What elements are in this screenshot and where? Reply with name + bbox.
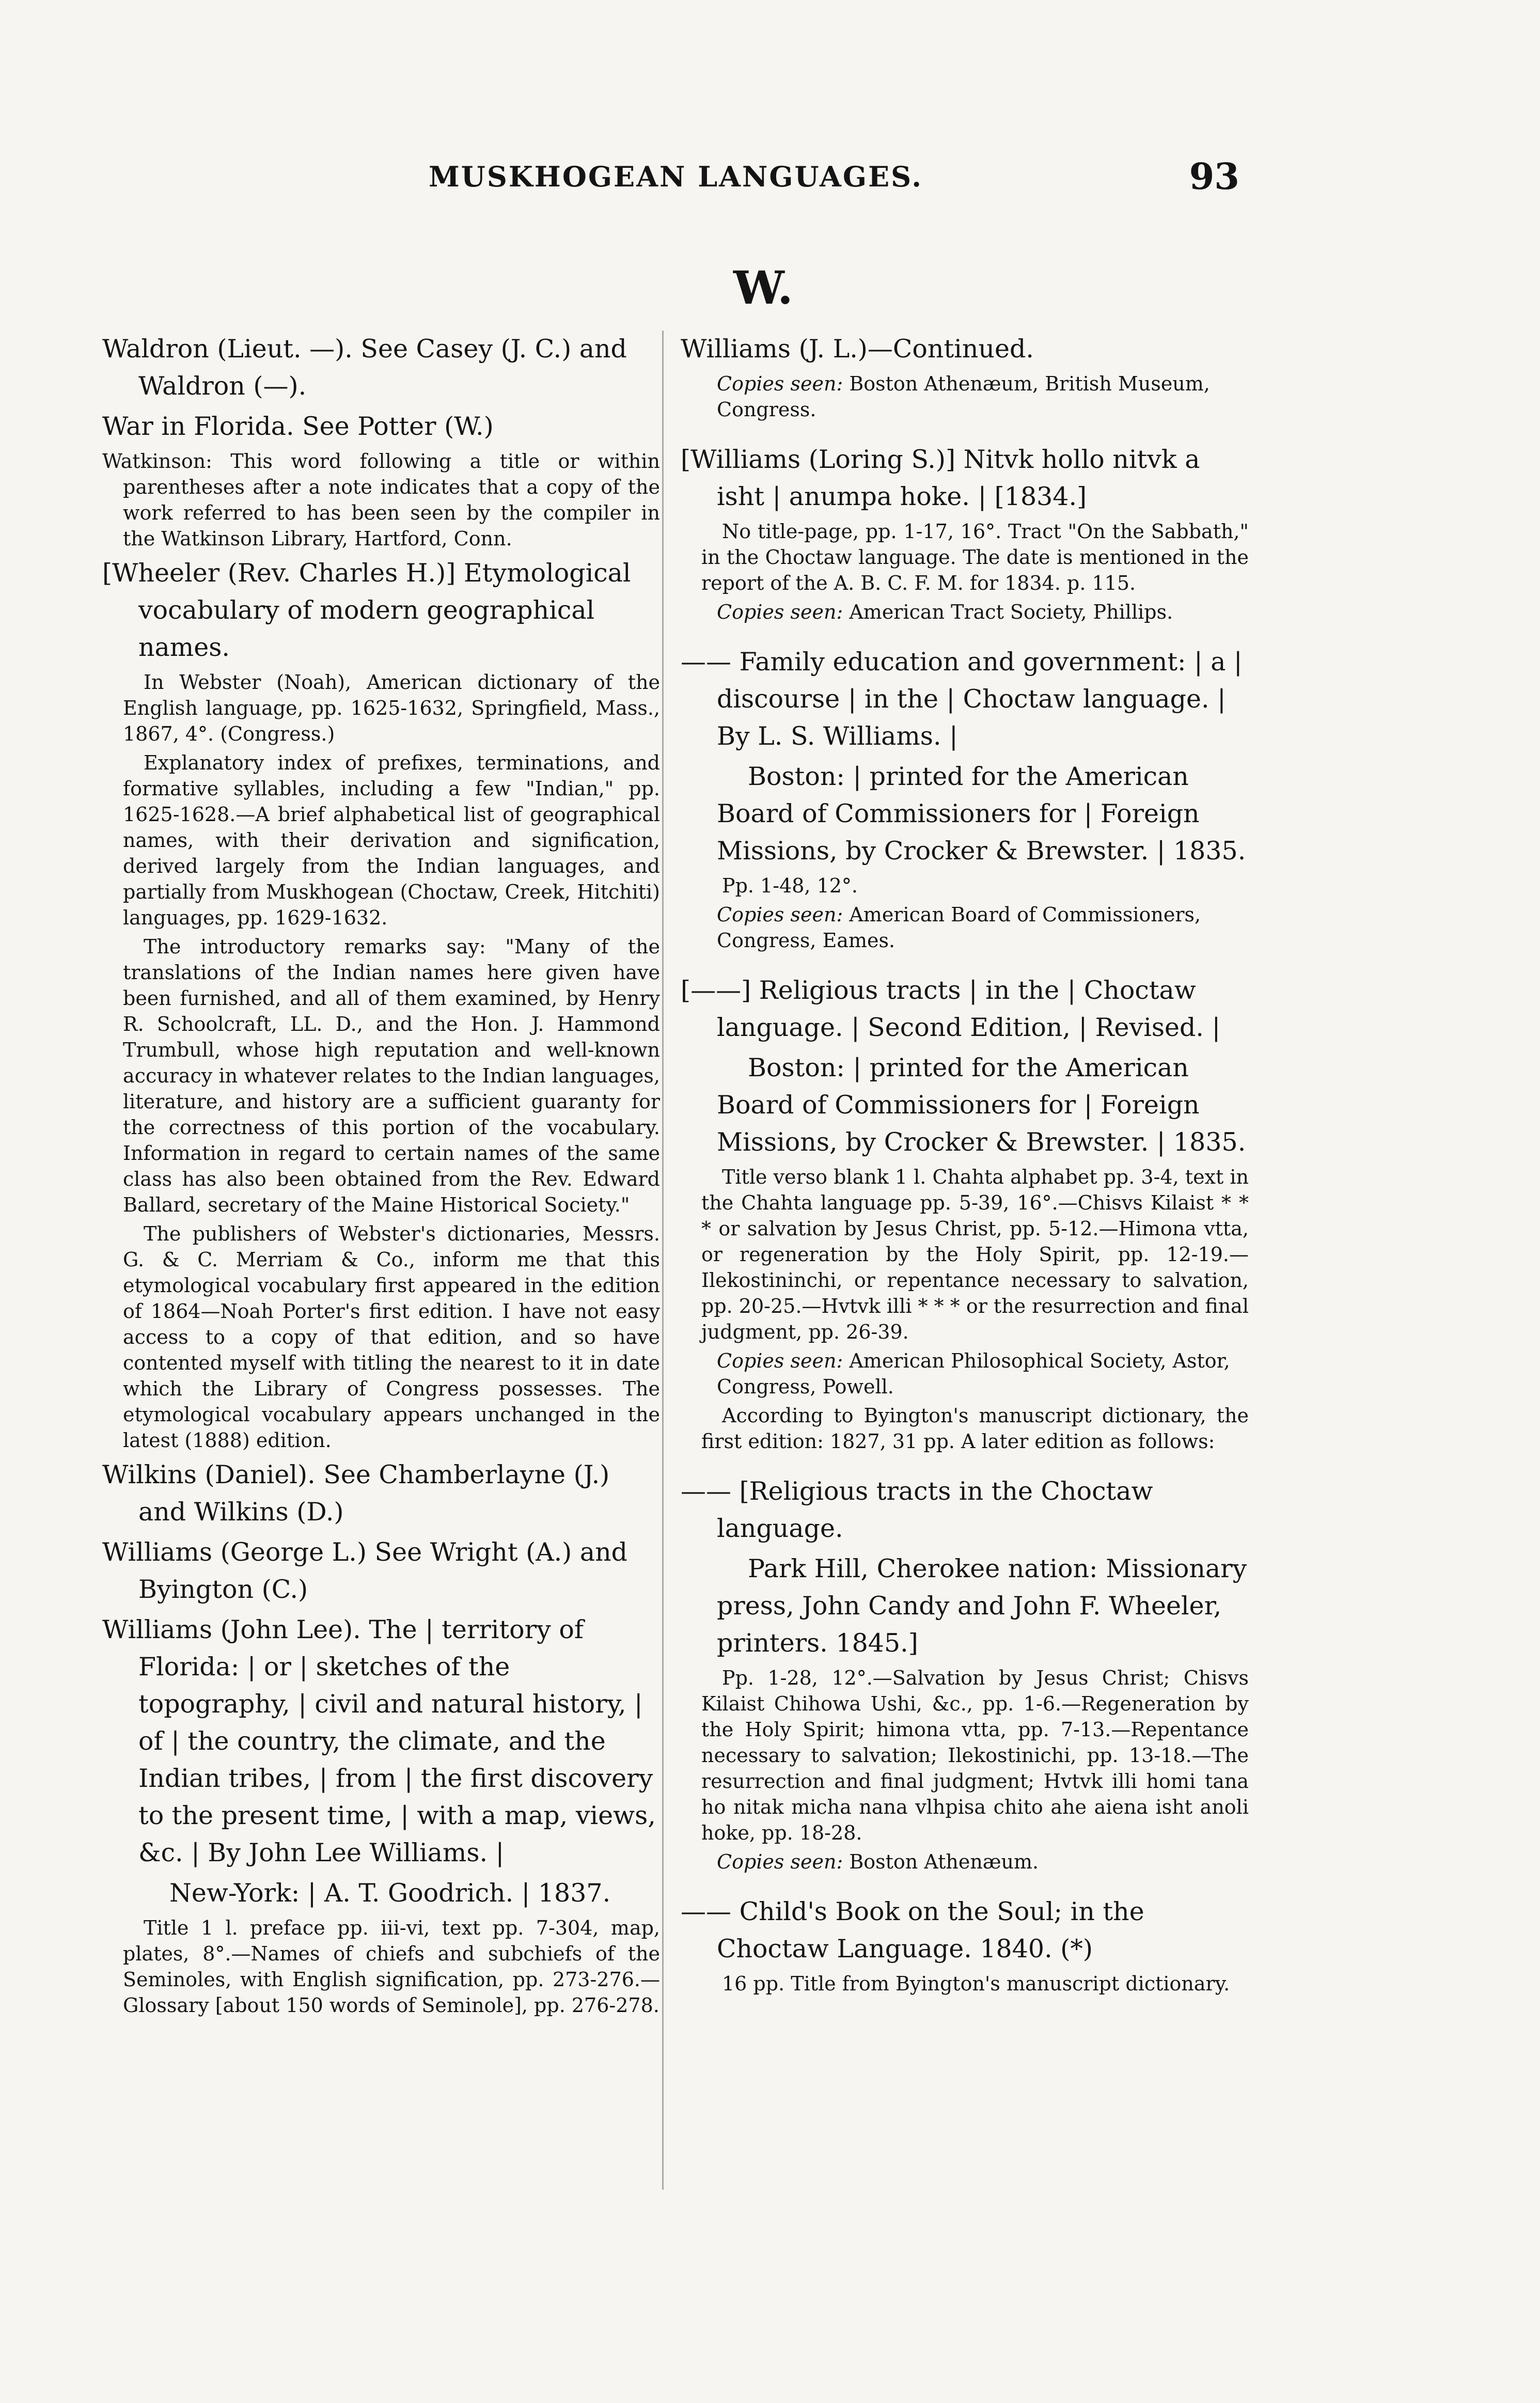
entry-imprint: Boston: | printed for the American Board of Commissioners for | Foreign Missions, by Crocker & Brewster. | 1835. (717, 1053, 1246, 1157)
copies-seen-text: Boston Athenæum. (849, 1850, 1039, 1873)
running-head (413, 155, 1239, 196)
column-divider (662, 331, 664, 2190)
entry-imprint: New-York: | A. T. Goodrich. | 1837. (169, 1878, 611, 1908)
copies-seen-label: Copies seen: (717, 903, 850, 926)
copies-seen-text: American Tract Society, Phillips. (849, 601, 1173, 623)
copies-seen (681, 1849, 1249, 1875)
entry-heading: Williams (J. L.)—Continued. (681, 334, 1034, 364)
entry-note: 16 pp. Title from Byington's manuscript dictionary. (722, 1972, 1230, 1995)
copies-seen-label: Copies seen: (717, 1850, 850, 1873)
entry-gap (681, 1457, 1249, 1473)
copies-seen (681, 902, 1249, 953)
copies-seen (681, 599, 1249, 625)
entry-note: According to Byington's manuscript dictionary, the first edition: 1827, 31 pp. A later edition as follows: (701, 1404, 1249, 1453)
entry-heading: [Wheeler (Rev. Charles H.)] Etymological vocabulary of modern geographical names. (102, 558, 631, 662)
copies-seen-label: Copies seen: (717, 372, 850, 395)
entry-heading: Williams (John Lee). The | territory of Florida: | or | sketches of the topography, | civil and natural history, | of | the country, the climate, and the Indian tribes, | from | the first discovery to the present time, | with a map, views, &c. | By John Lee Williams. | (102, 1615, 656, 1867)
entry-note: Title verso blank 1 l. Chahta alphabet pp. 3-4, text in the Chahta language pp. 5-39, 16°.—Chisvs Kilaist * * * or salvation by Jesus Christ, pp. 5-12.—Himona vtta, or regeneration by the Holy Spirit, pp. 12-19.—Ilekostininchi, or repentance necessary to salvation, pp. 20-25.—Hvtvk illi * * * or the resurrection and final judgment, pp. 26-39. (701, 1166, 1249, 1343)
copies-seen (681, 371, 1249, 422)
entry-note: No title-page, pp. 1-17, 16°. Tract "On the Sabbath," in the Choctaw language. The date is mentioned in the report of the A. B. C. F. M. for 1834. p. 115. (701, 520, 1249, 594)
entry-note: The introductory remarks say: "Many of the translations of the Indian names here given have been furnished, and all of them examined, by Henry R. Schoolcraft, LL. D., and the Hon. J. Hammond Trumbull, whose high reputation and well-known accuracy in whatever relates to the Indian languages, literature, and history are a sufficient guaranty for the correctness of this portion of the vocabulary. Information in regard to certain names of the same class has also been obtained from the Rev. Edward Ballard, secretary of the Maine Historical Society." (123, 935, 660, 1216)
right-column (681, 331, 1249, 2000)
entry-note: In Webster (Noah), American dictionary of the English language, pp. 1625-1632, Springfield, Mass., 1867, 4°. (Congress.) (123, 671, 660, 745)
entry-note: Pp. 1-28, 12°.—Salvation by Jesus Christ; Chisvs Kilaist Chihowa Ushi, &c., pp. 1-6.—Regeneration by the Holy Spirit; himona vtta, pp. 7-13.—Repentance necessary to salvation; Ilekostinichi, pp. 13-18.—The resurrection and final judgment; Hvtvk illi homi tana ho nitak micha nana vlhpisa chito ahe aiena isht anoli hoke, pp. 18-28. (701, 1667, 1249, 1844)
running-title: MUSKHOGEAN LANGUAGES. (429, 160, 923, 193)
copies-seen (681, 1348, 1249, 1400)
entry-note: Explanatory index of prefixes, terminations, and formative syllables, including a few "Indian," pp. 1625-1628.—A brief alphabetical list of geographical names, with their derivation and signification, derived largely from the Indian languages, and partially from Muskhogean (Choctaw, Creek, Hitchiti) languages, pp. 1629-1632. (123, 751, 660, 929)
entry-heading: [——] Religious tracts | in the | Choctaw language. | Second Edition, | Revised. | (681, 976, 1221, 1042)
entry-gap (681, 628, 1249, 643)
entry-gap (681, 956, 1249, 972)
entry-heading: Wilkins (Daniel). See Chamberlayne (J.) and Wilkins (D.) (102, 1460, 610, 1527)
entry-heading: —— [Religious tracts in the Choctaw language. (681, 1477, 1153, 1543)
entry-note: Pp. 1-48, 12°. (722, 874, 858, 897)
entry-gap (681, 426, 1249, 441)
copies-seen-text: Boston Athenæum, British Museum, Congress. (717, 372, 1210, 421)
entry-note: Title 1 l. preface pp. iii-vi, text pp. 7-304, map, plates, 8°.—Names of chiefs and subchiefs of the Seminoles, with English signification, pp. 273-276.—Glossary [about 150 words of Seminole], pp. 276-278. (123, 1917, 660, 2017)
entry-note: Watkinson: This word following a title or within parentheses after a note indicates that a copy of the work referred to has been seen by the compiler in the Watkinson Library, Hartford, Conn. (102, 450, 660, 550)
entry-heading: Waldron (Lieut. —). See Casey (J. C.) and Waldron (—). (102, 334, 627, 401)
entry-heading: [Williams (Loring S.)] Nitvk hollo nitvk a isht | anumpa hoke. | [1834.] (681, 445, 1200, 511)
entry-note: The publishers of Webster's dictionaries, Messrs. G. & C. Merriam & Co., inform me that this etymological vocabulary first appeared in the edition of 1864—Noah Porter's first edition. I have not easy access to a copy of that edition, and so have contented myself with titling the nearest to it in date which the Library of Congress possesses. The etymological vocabulary appears unchanged in the latest (1888) edition. (123, 1222, 660, 1452)
entry-gap (681, 1878, 1249, 1893)
entry-heading: —— Child's Book on the Soul; in the Choctaw Language. 1840. (*) (681, 1897, 1144, 1964)
copies-seen-text: American Board of Commissioners, Congress, Eames. (717, 903, 1201, 952)
entry-heading: War in Florida. See Potter (W.) (102, 412, 494, 441)
entry-heading: Williams (George L.) See Wright (A.) and Byington (C.) (102, 1537, 628, 1604)
section-letter: W. (733, 261, 793, 315)
copies-seen-label: Copies seen: (717, 1349, 850, 1372)
entry-imprint: Park Hill, Cherokee nation: Missionary press, John Candy and John F. Wheeler, printers. 1845.] (717, 1554, 1247, 1658)
copies-seen-text: American Philosophical Society, Astor, Congress, Powell. (717, 1349, 1230, 1398)
copies-seen-label: Copies seen: (717, 601, 850, 623)
page-number: 93 (1189, 155, 1239, 198)
entry-imprint: Boston: | printed for the American Board of Commissioners for | Foreign Missions, by Crocker & Brewster. | 1835. (717, 762, 1246, 866)
left-column (102, 331, 660, 2021)
entry-heading: —— Family education and government: | a | discourse | in the | Choctaw language. | By L. S. Williams. | (681, 647, 1243, 751)
